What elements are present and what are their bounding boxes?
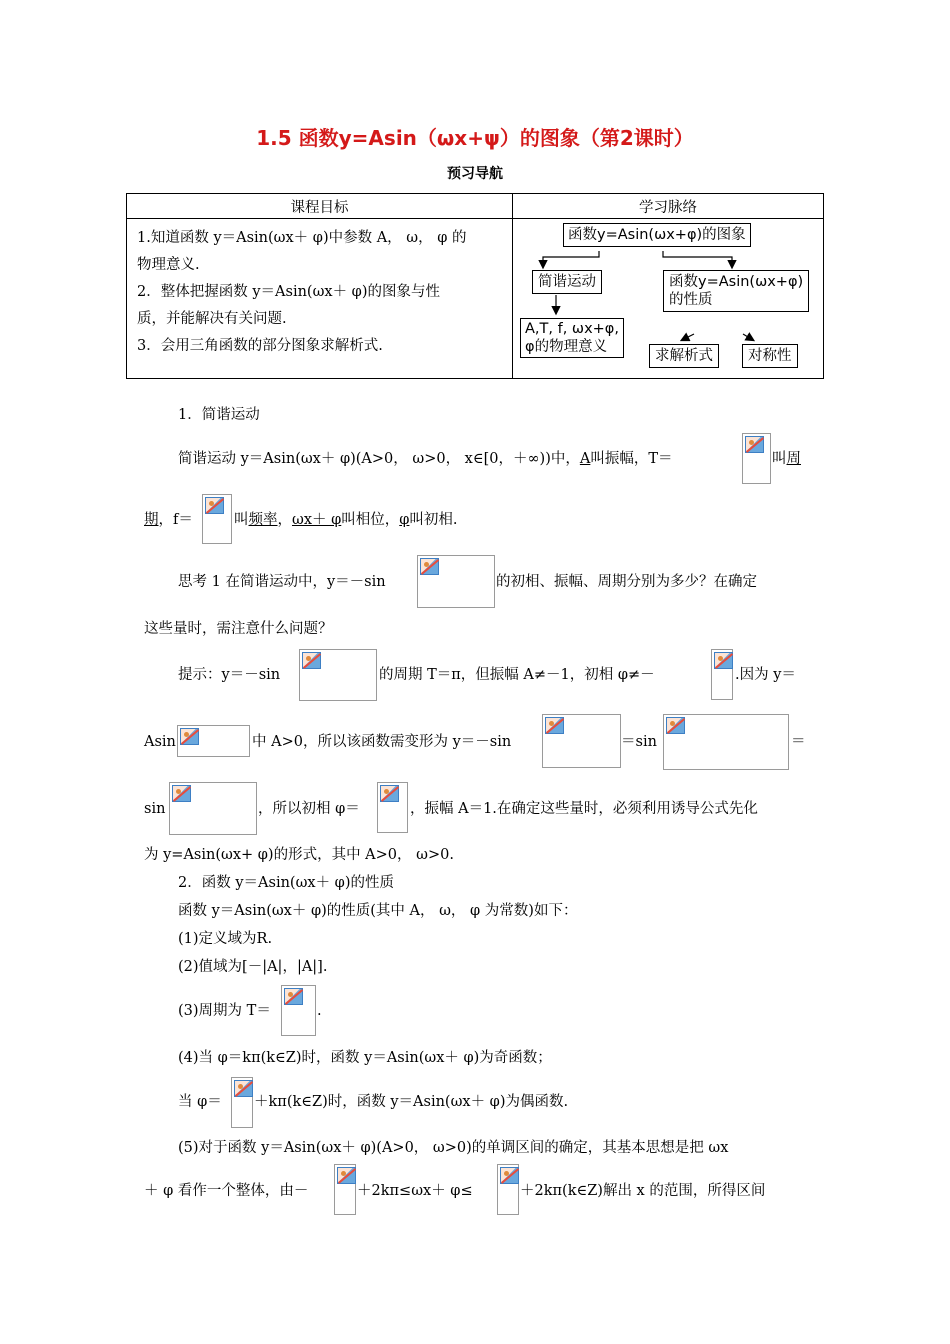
broken-image-icon [234, 1080, 253, 1097]
hint-line-2-mid: 中 A>0，所以该函数需变形为 y＝－sin [252, 734, 512, 750]
map-node-physical-line: φ的物理意义 [525, 339, 608, 355]
formula-image [497, 1164, 519, 1215]
map-node-properties-line: 的性质 [669, 292, 713, 308]
hint-line-end: .因为 y＝ [735, 667, 796, 683]
formula-image [202, 494, 232, 544]
think-1-line: 思考 1 在简谐运动中，y＝－sin [178, 574, 386, 590]
hint-line-3-mid: ，所以初相 φ＝ [258, 801, 360, 817]
map-node-shm: 简谐运动 [532, 270, 602, 294]
hint-line-mid: 的周期 T＝π，但振幅 A≠－1，初相 φ≠－ [379, 667, 655, 683]
properties-intro: 函数 y＝Asin(ωx＋ φ)的性质(其中 A， ω， φ 为常数)如下： [178, 903, 578, 919]
text: 叫初相. [409, 512, 458, 528]
property-monotonic-2: ＋ φ 看作一个整体，由－ [144, 1183, 309, 1199]
goal-line: 质，并能解决有关问题. [137, 311, 287, 327]
broken-image-icon [500, 1167, 519, 1184]
broken-image-icon [180, 728, 199, 745]
hint-line-2-mid: ＝sin [621, 734, 657, 750]
property-monotonic-2-end: ＋2kπ(k∈Z)解出 x 的范围，所得区间 [520, 1183, 766, 1199]
map-header: 学习脉络 [513, 194, 824, 219]
broken-image-icon [172, 785, 191, 802]
section-subtitle: 预习导航 [447, 166, 503, 182]
formula-image [542, 714, 621, 768]
property-period-end: . [317, 1003, 322, 1019]
hint-line-3-end: ，振幅 A＝1.在确定这些量时，必须利用诱导公式先化 [410, 801, 758, 817]
term-initial-phase: φ [399, 512, 410, 528]
broken-image-icon [666, 717, 685, 734]
map-node-physical-line: A,T, f, ωx+φ, [525, 321, 619, 337]
concept-map-cell [513, 219, 824, 379]
map-node-properties-line: 函数y=Asin(ωx+φ) [669, 274, 804, 290]
page-title: 1.5 函数y=Asin（ωx+ψ）的图象（第2课时） [256, 126, 694, 150]
formula-image [169, 782, 257, 835]
formula-image [417, 555, 495, 608]
property-even: 当 φ＝ [178, 1094, 222, 1110]
goal-line: 物理意义. [137, 257, 200, 273]
broken-image-icon [714, 652, 733, 669]
property-monotonic-2-mid: ＋2kπ≤ωx＋ φ≤ [357, 1183, 473, 1199]
broken-image-icon [337, 1167, 356, 1184]
map-node-graph: 函数y=Asin(ωx+φ)的图象 [563, 223, 751, 247]
formula-image [663, 714, 789, 770]
map-node-symmetry: 对称性 [742, 344, 798, 368]
text: T＝ [648, 451, 673, 467]
shm-terms-line [144, 510, 193, 530]
text: 叫相位， [341, 512, 400, 528]
broken-image-icon [205, 497, 224, 514]
formula-image [177, 725, 250, 757]
formula-image [334, 1164, 356, 1215]
broken-image-icon [284, 988, 303, 1005]
goals-header: 课程目标 [127, 194, 513, 219]
think-1-line-2: 这些量时，需注意什么问题？ [144, 621, 333, 637]
hint-line-2-end: ＝ [791, 734, 806, 750]
hint-line-2: Asin [144, 734, 176, 750]
hint-line: 提示：y＝－sin [178, 667, 281, 683]
term-amplitude: A [579, 451, 591, 467]
broken-image-icon [380, 785, 399, 802]
formula-image [377, 782, 408, 833]
shm-definition-line-end [772, 449, 801, 469]
goal-line: 1.知道函数 y＝Asin(ωx＋ φ)中参数 A， ω， φ 的 [137, 230, 467, 246]
map-node-properties [663, 270, 809, 312]
goal-line: 2．整体把握函数 y＝Asin(ωx＋ φ)的图象与性 [137, 284, 440, 300]
term-phase: ωx＋ φ [292, 512, 342, 528]
map-node-expression: 求解析式 [649, 344, 719, 368]
think-1-line-end: 的初相、振幅、周期分别为多少？在确定 [496, 574, 757, 590]
broken-image-icon [545, 717, 564, 734]
section-2-heading: 2．函数 y＝Asin(ωx＋ φ)的性质 [178, 875, 394, 891]
shm-terms-line-end [234, 510, 458, 530]
term-frequency: 频率 [248, 512, 278, 528]
formula-image [742, 433, 771, 484]
text: ，f＝ [158, 512, 193, 528]
broken-image-icon [420, 558, 439, 575]
property-period: (3)周期为 T＝ [178, 1003, 271, 1019]
shm-definition-line [178, 449, 673, 469]
broken-image-icon [745, 436, 764, 453]
property-odd: (4)当 φ＝kπ(k∈Z)时，函数 y＝Asin(ωx＋ φ)为奇函数； [178, 1050, 552, 1066]
property-domain: (1)定义域为R. [178, 931, 273, 947]
goals-table [126, 193, 824, 379]
property-even-end: ＋kπ(k∈Z)时，函数 y＝Asin(ωx＋ φ)为偶函数. [254, 1094, 569, 1110]
text: ， [277, 512, 292, 528]
text: 叫 [234, 512, 249, 528]
property-range: (2)值域为[－|A|，|A|]. [178, 959, 328, 975]
property-monotonic: (5)对于函数 y＝Asin(ωx＋ φ)(A>0， ω>0)的单调区间的确定，其基本思想是把 ωx [178, 1140, 729, 1156]
broken-image-icon [302, 652, 321, 669]
section-1-heading: 1．简谐运动 [178, 407, 260, 423]
text: 叫 [772, 451, 787, 467]
formula-image [299, 649, 377, 701]
formula-image [231, 1077, 253, 1128]
formula-image [281, 985, 316, 1036]
map-node-physical [520, 318, 624, 358]
term-period: 周 [786, 451, 801, 467]
hint-line-3: sin [144, 801, 166, 817]
text: 简谐运动 y＝Asin(ωx＋ φ)(A>0， ω>0， x∈[0，＋∞))中， [178, 451, 580, 467]
hint-line-4: 为 y=Asin(ωx+ φ)的形式，其中 A>0， ω>0. [144, 847, 454, 863]
term-period: 期 [144, 512, 159, 528]
formula-image [711, 649, 733, 700]
text: 叫振幅， [590, 451, 649, 467]
goals-cell [127, 219, 513, 379]
goal-line: 3．会用三角函数的部分图象求解析式. [137, 338, 383, 354]
